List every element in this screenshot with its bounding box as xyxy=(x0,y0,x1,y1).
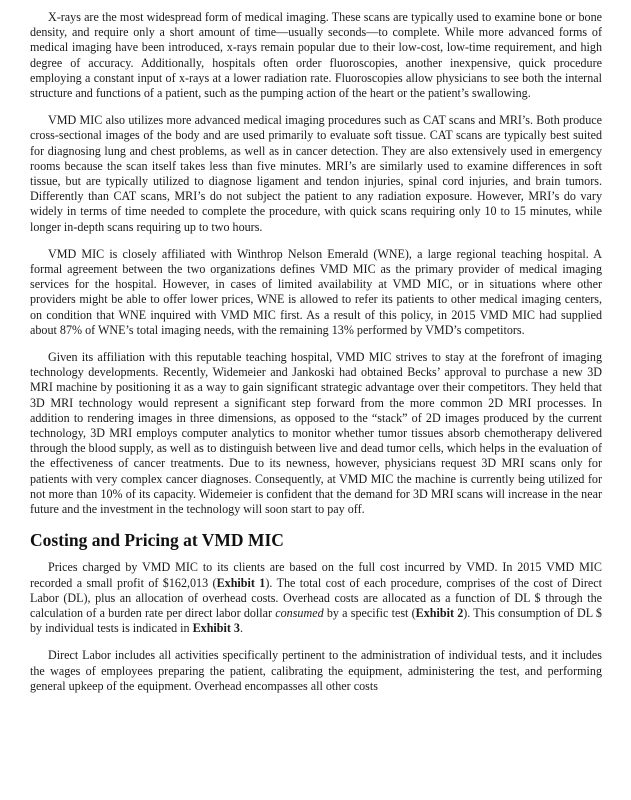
exhibit-2-reference: Exhibit 2 xyxy=(415,605,464,620)
paragraph-costing xyxy=(30,560,602,636)
consumed-emphasis: consumed xyxy=(275,605,324,620)
paragraph-xrays: X-rays are the most widespread form of medical imaging. These scans are typically used to examine bone or bone density, and require only a short amount of time—usually seconds—to complete. While more advanced forms of medical imaging have been introduced, x-rays remain popular due to their low-cost, low-time requirement, and high degree of accuracy. Additionally, hospitals often order fluoroscopies, another inexpensive, quick procedure employing a constant input of x-rays at a lower radiation rate. Fluoroscopies allow physicians to see both the internal structure and functions of a patient, such as the pumping action of the heart or the patient’s swallowing. xyxy=(30,10,602,101)
costing-text-d: ). This consumption of DL $ by individual tests is indicated in xyxy=(30,605,602,636)
costing-text-c: by a specific test ( xyxy=(323,605,416,620)
costing-text-a: Prices charged by VMD MIC to its clients are based on the full cost incurred by VMD. In 2015 VMD MIC recorded a small profit of $162,013 ( xyxy=(30,560,602,590)
costing-text-b: ). The total cost of each procedure, comprises of the cost of Direct Labor (DL), plus an allocation of overhead costs. Overhead costs are allocated as a function of DL $ through the calculation of a burden rate per direct labor dollar xyxy=(30,575,602,620)
costing-text-e: . xyxy=(239,621,243,636)
paragraph-cat-mri: VMD MIC also utilizes more advanced medical imaging procedures such as CAT scans and MRI’s. Both produce cross-sectional images of the body and are used primarily to evaluate soft tissue. CAT scans are typically best suited for diagnosing lung and chest problems, as well as in cancer detection. They are also extensively used in emergency rooms because the scan itself takes less than five minutes. MRI’s are similarly used to examine differences in soft tissue, but are typically utilized to diagnose ligament and tendon injuries, spinal cord injuries, and brain tumors. Differently than CAT scans, MRI’s do not subject the patient to any radiation exposure. However, MRI’s do vary widely in terms of time needed to complete the procedure, with quick scans requiring only 10 to 15 minutes, while longer in-depth scans requiring up to two hours. xyxy=(30,113,602,234)
section-heading: Costing and Pricing at VMD MIC xyxy=(30,530,284,551)
paragraph-3d-mri: Given its affiliation with this reputable teaching hospital, VMD MIC strives to stay at the forefront of imaging technology developments. Recently, Widemeier and Jankoski had obtained Becks’ approval to purchase a new 3D MRI machine by positioning it as a way to gain significant strategic advantage over their competitors. They held that 3D MRI technology would represent a significant step forward from the more common 2D MRI processes. In addition to rendering images in three dimensions, as opposed to the “stack” of 2D images produced by the current technology, 3D MRI employs computer analytics to monitor whether tumor tissues absorb chemotherapy delivered through the blood supply, as well as to distinguish between live and dead tumor cells, which helps in the evaluation of the effectiveness of cancer treatments. Due to its newness, however, physicians request 3D MRI scans only for patients with very complex cancer diagnoses. Consequently, at VMD MIC the machine is currently being utilized for not more than 10% of its capacity. Widemeier is confident that the demand for 3D MRI scans will increase in the near future and the investment in the technology will soon start to pay off. xyxy=(30,350,602,517)
exhibit-3-reference: Exhibit 3 xyxy=(192,621,240,636)
paragraph-wne-affiliation: VMD MIC is closely affiliated with Winthrop Nelson Emerald (WNE), a large regional teaching hospital. A formal agreement between the two organizations defines VMD MIC as the primary provider of medical imaging services for the hospital. However, in cases of limited availability at VMD MIC, or in situations where other providers might be able to offer lower prices, WNE is allowed to refer its patients to other medical imaging centers, on condition that WNE inquired with VMD MIC first. As a result of this policy, in 2015 VMD MIC had supplied about 87% of WNE’s total imaging needs, with the remaining 13% performed by VMD’s competitors. xyxy=(30,246,602,337)
document-page xyxy=(30,10,602,706)
paragraph-direct-labor: Direct Labor includes all activities specifically pertinent to the administration of individual tests, and it includes the wages of employees preparing the patient, calibrating the equipment, administering the test, and performing general upkeep of the equipment. Overhead encompasses all other costs xyxy=(30,648,602,693)
exhibit-1-reference: Exhibit 1 xyxy=(216,575,266,590)
